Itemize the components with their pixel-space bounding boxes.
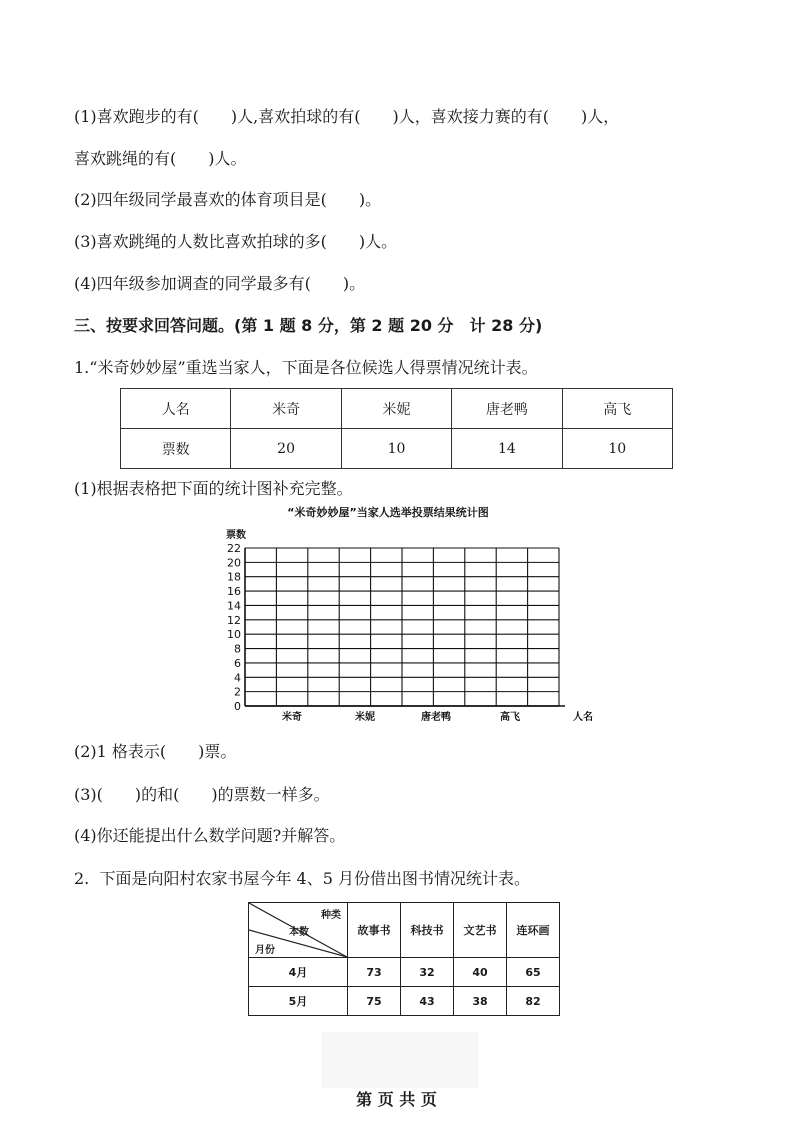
- books-borrowed-table: [248, 902, 560, 1016]
- problem1-sub2: (2)1 格表示( )票。: [74, 742, 237, 761]
- y-axis-label: 票数: [226, 530, 246, 541]
- header-cell: 米奇: [231, 389, 341, 429]
- section3-heading: 三、按要求回答问题。(第 1 题 8 分，第 2 题 20 分 计 28 分): [74, 316, 543, 335]
- y-tick-label: 18: [227, 570, 241, 584]
- column-header: 科技书: [401, 903, 454, 958]
- x-tick-label: 唐老鸭: [421, 712, 451, 722]
- table-row: [121, 389, 673, 429]
- table-row: [249, 987, 560, 1016]
- corner-bottom-label: 月份: [255, 945, 275, 956]
- row-label: 4月: [249, 958, 348, 987]
- y-tick-label: 10: [227, 628, 241, 642]
- y-tick-label: 16: [227, 585, 241, 599]
- value-cell: 14: [452, 429, 562, 469]
- chart-title: “米奇妙妙屋”当家人选举投票结果统计图: [287, 506, 489, 519]
- value-cell: 73: [348, 958, 401, 987]
- value-cell: 43: [401, 987, 454, 1016]
- y-tick-label: 2: [234, 685, 241, 699]
- x-tick-label: 米妮: [355, 712, 375, 722]
- y-tick-label: 14: [227, 599, 241, 613]
- vote-bar-chart: [200, 500, 600, 722]
- y-tick-label: 8: [234, 642, 241, 656]
- column-header: 连环画: [507, 903, 560, 958]
- problem1-intro: 1.“米奇妙妙屋”重选当家人，下面是各位候选人得票情况统计表。: [74, 358, 538, 377]
- column-header: 故事书: [348, 903, 401, 958]
- x-axis-label: 人名: [573, 712, 593, 722]
- row-label: 5月: [249, 987, 348, 1016]
- column-header: 文艺书: [454, 903, 507, 958]
- y-tick-label: 22: [227, 542, 241, 555]
- q1-line2: 喜欢跳绳的有( )人。: [74, 149, 247, 168]
- header-cell: 唐老鸭: [452, 389, 562, 429]
- y-tick-label: 12: [227, 613, 241, 627]
- corner-mid-label: 本数: [289, 927, 309, 938]
- x-tick-label: 高飞: [500, 712, 520, 722]
- value-cell: 40: [454, 958, 507, 987]
- page-footer: 第 页 共 页: [356, 1090, 437, 1109]
- problem1-sub1: (1)根据表格把下面的统计图补充完整。: [74, 479, 353, 498]
- value-cell: 10: [341, 429, 451, 469]
- corner-header: [249, 903, 348, 958]
- problem1-sub3: (3)( )的和( )的票数一样多。: [74, 785, 330, 804]
- header-cell: 人名: [121, 389, 231, 429]
- y-tick-label: 4: [234, 671, 241, 685]
- problem2-intro: 2. 下面是向阳村农家书屋今年 4、5 月份借出图书情况统计表。: [74, 869, 530, 888]
- scan-smudge: [322, 1032, 478, 1088]
- value-cell: 65: [507, 958, 560, 987]
- value-cell: 75: [348, 987, 401, 1016]
- problem1-sub4: (4)你还能提出什么数学问题?并解答。: [74, 826, 346, 845]
- table-row: [249, 958, 560, 987]
- header-cell: 高飞: [562, 389, 672, 429]
- value-cell: 32: [401, 958, 454, 987]
- corner-top-label: 种类: [321, 910, 341, 921]
- q3: (3)喜欢跳绳的人数比喜欢拍球的多( )人。: [74, 232, 398, 251]
- x-tick-label: 米奇: [282, 712, 302, 722]
- y-tick-label: 6: [234, 656, 241, 670]
- value-cell: 10: [562, 429, 672, 469]
- value-cell: 38: [454, 987, 507, 1016]
- y-tick-label: 20: [227, 556, 241, 570]
- header-cell: 米妮: [341, 389, 451, 429]
- value-cell: 20: [231, 429, 341, 469]
- value-cell: 82: [507, 987, 560, 1016]
- y-tick-label: 0: [234, 700, 241, 713]
- candidate-votes-table: [120, 388, 673, 469]
- table-row: [121, 429, 673, 469]
- q1-line1: (1)喜欢跑步的有( )人,喜欢拍球的有( )人，喜欢接力赛的有( )人，: [74, 107, 620, 126]
- table-row: [249, 903, 560, 958]
- row-label: 票数: [121, 429, 231, 469]
- q2: (2)四年级同学最喜欢的体育项目是( )。: [74, 190, 382, 209]
- q4: (4)四年级参加调查的同学最多有( )。: [74, 274, 366, 293]
